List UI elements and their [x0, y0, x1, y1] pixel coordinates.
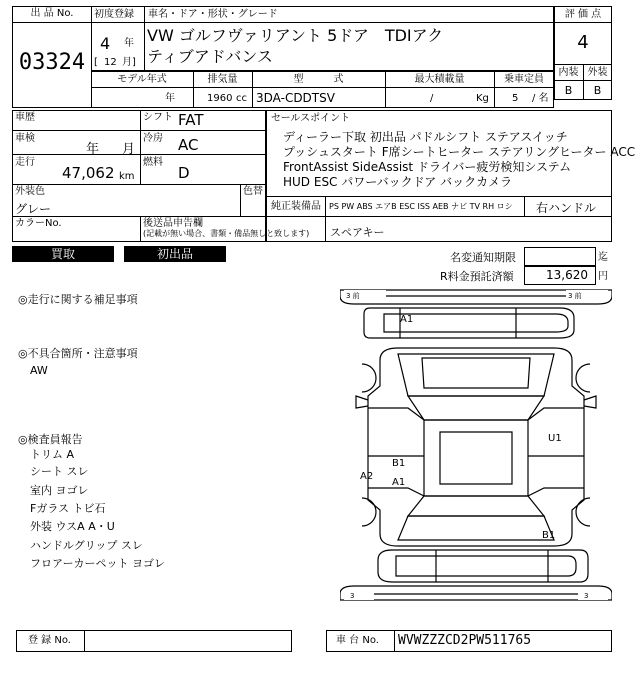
sales-line-1: ディーラー下取 初出品 パドルシフト ステアスイッチ	[283, 130, 568, 144]
inspection-year: 年	[86, 142, 100, 157]
capacity-unit: / 名	[532, 93, 549, 104]
lot-number: 03324	[18, 50, 86, 75]
defects-title: ◎不具合箇所・注意事項	[18, 347, 138, 360]
type-value: 3DA-CDDTSV	[256, 91, 335, 105]
inspector-line: 外装 ウスA A・U	[30, 520, 115, 533]
history-label: 車歴	[15, 112, 35, 123]
fuel-value: D	[178, 164, 190, 182]
color-change-label: 色替	[243, 186, 263, 197]
recycle-unit: 円	[598, 271, 608, 282]
name-change-box	[524, 247, 596, 266]
score-label: 評 価 点	[564, 9, 602, 20]
model-year-label: モデル年式	[117, 74, 167, 85]
displacement-value: 1960	[207, 93, 233, 104]
first-reg-year: 4	[100, 34, 111, 53]
inspector-line: 室内 ヨゴレ	[30, 484, 89, 497]
post-equip-note: (記載が無い場合、書類・備品無しと致します)	[143, 229, 310, 238]
model-year-unit: 年	[165, 93, 175, 104]
diagram-tag-rear-right: 3	[584, 592, 589, 600]
car-name: VW ゴルフヴァリアント 5ドア TDIアクティブアドバンス	[147, 26, 444, 66]
damage-mark: A1	[400, 314, 414, 325]
first-reg-label: 初度登録	[94, 9, 134, 20]
first-reg-month: 12	[104, 57, 117, 68]
exterior-grade: B	[593, 84, 602, 97]
inspector-line: トリム A	[30, 448, 75, 461]
shift-label: シフト	[143, 112, 173, 123]
interior-label: 内装	[558, 67, 579, 78]
inspector-line: シート スレ	[30, 465, 89, 478]
score-value: 4	[577, 32, 589, 53]
inspection-label: 車検	[15, 133, 35, 144]
sales-line-2: プッシュスタート F席シートヒーター ステアリングヒーター ACC	[283, 145, 636, 159]
recycle-label: R料金預託済額	[440, 270, 514, 283]
sales-line-3: FrontAssist SideAssist ドライバー疲労検知システム	[283, 160, 572, 174]
name-change-label: 名変通知期限	[450, 251, 516, 264]
damage-mark: A2	[360, 471, 374, 482]
displacement-label: 排気量	[207, 74, 238, 85]
type-label: 型 式	[293, 74, 344, 85]
post-equip-value: スペアキー	[330, 226, 385, 239]
aircon-value: AC	[178, 136, 199, 154]
reg-no-label: 登 録 No.	[28, 635, 71, 646]
color-no-label: カラーNo.	[15, 218, 62, 229]
shift-value: FAT	[178, 111, 204, 129]
diagram-tag-front-right: 3 前	[568, 292, 582, 300]
chassis-label: 車 台 No.	[336, 635, 379, 646]
chassis-value: WVWZZZCD2PW511765	[398, 633, 532, 648]
damage-mark: U1	[548, 433, 562, 444]
inspector-line: ハンドルグリップ スレ	[30, 539, 143, 552]
mileage-value: 47,062	[62, 164, 115, 182]
ext-color-label: 外装色	[15, 186, 45, 197]
mileage-label: 走行	[15, 157, 35, 168]
name-change-unit: 迄	[598, 252, 608, 263]
first-reg-month-unit: 月]	[122, 57, 136, 68]
capacity-label: 乗車定員	[504, 74, 544, 85]
aircon-label: 冷房	[143, 133, 163, 144]
first-listing-bar: 初出品	[124, 246, 226, 262]
damage-mark: B1	[392, 458, 406, 469]
diagram-tag-front-left: 3 前	[346, 292, 360, 300]
lot-label: 出 品 No.	[30, 8, 74, 19]
equip-value: PS PW ABS エアB ESC ISS AEB ナビ TV RH ロシ	[329, 202, 513, 211]
max-load-unit: Kg	[476, 93, 489, 104]
handle-value: 右ハンドル	[536, 201, 597, 215]
buy-bar: 買取	[12, 246, 114, 262]
first-reg-year-unit: 年	[124, 38, 134, 49]
fuel-label: 燃料	[143, 157, 163, 168]
ext-color-value: グレー	[15, 202, 52, 216]
car-damage-diagram	[340, 288, 612, 602]
inspector-line: フロアーカーペット ヨゴレ	[30, 557, 165, 570]
max-load-value: /	[430, 93, 434, 104]
running-notes-title: ◎走行に関する補足事項	[18, 293, 138, 306]
displacement-unit: cc	[236, 93, 247, 104]
equip-label: 純正装備品	[271, 201, 321, 212]
sales-label: セールスポイント	[271, 113, 351, 124]
capacity-value: 5	[512, 93, 519, 104]
max-load-label: 最大積載量	[414, 74, 465, 85]
first-reg-month-open: [	[94, 57, 98, 68]
inspector-line: Fガラス トビ石	[30, 502, 106, 515]
damage-mark: B1	[542, 530, 556, 541]
diagram-tag-rear-left: 3	[350, 592, 355, 600]
inspection-month: 月	[122, 142, 136, 157]
damage-mark: A1	[392, 477, 406, 488]
post-equip-label: 後送品申告欄	[143, 218, 203, 229]
sales-line-4: HUD ESC パワーバックドア バックカメラ	[283, 175, 513, 189]
inspector-title: ◎検査員報告	[18, 433, 83, 446]
car-name-label: 車名・ドア・形状・グレード	[148, 9, 278, 20]
interior-grade: B	[564, 84, 573, 97]
mileage-unit: km	[119, 171, 135, 182]
recycle-value: 13,620	[546, 268, 588, 282]
exterior-label: 外装	[587, 67, 608, 78]
defects-value: AW	[30, 364, 48, 377]
